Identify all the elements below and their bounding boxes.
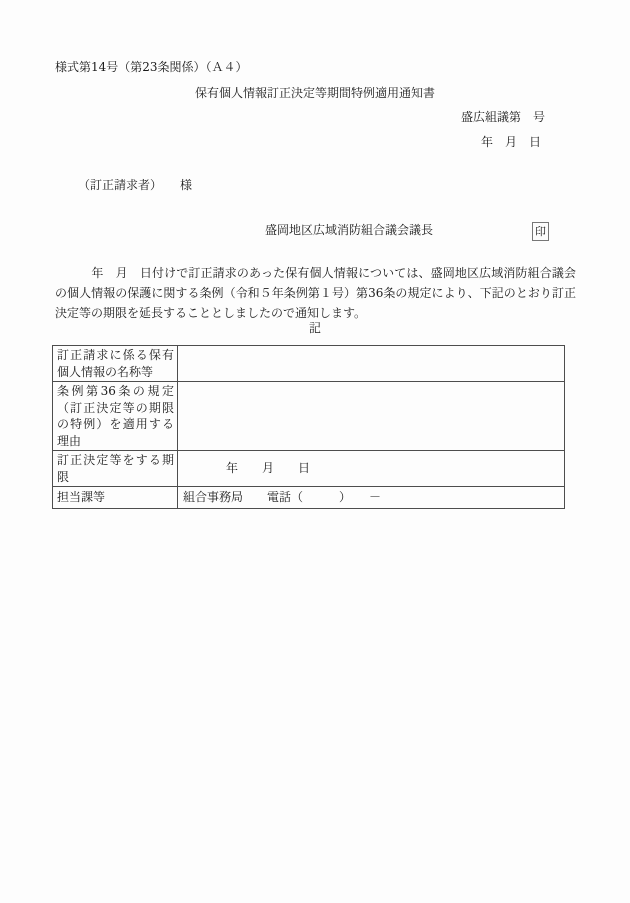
table-row-section: [53, 487, 565, 509]
notice-detail-table: [52, 345, 565, 509]
label-section: 担当課等: [53, 487, 178, 509]
label-deadline: 訂正決定等をする期限: [53, 451, 178, 487]
record-marker: 記: [308, 321, 321, 335]
form-id-line: 様式第14号（第23条関係）（Ａ４）: [55, 60, 248, 74]
value-reason: [178, 382, 565, 451]
addressee-line: （訂正請求者） 様: [78, 178, 193, 192]
document-number-line: 盛広組議第 号: [460, 110, 545, 124]
value-held-info-name: [178, 346, 565, 382]
value-section-contact: 組合事務局 電話（ ） －: [178, 487, 565, 509]
document-date-line: 年 月 日: [480, 135, 541, 149]
body-paragraph: 年 月 日付けで訂正請求のあった保有個人情報については、盛岡地区広域消防組合議会の個人情報の保護に関する条例（令和５年条例第１号）第36条の規定により、下記のとおり訂正決定等の期限を延長することとしましたので通知します。: [55, 266, 576, 320]
table-row-deadline: [53, 451, 565, 487]
label-held-info-name: 訂正請求に係る保有個人情報の名称等: [53, 346, 178, 382]
document-title: 保有個人情報訂正決定等期間特例適用通知書: [194, 86, 435, 100]
seal-box: 印: [532, 222, 549, 241]
value-deadline-date: 年 月 日: [178, 451, 565, 487]
table-row-reason: [53, 382, 565, 451]
label-reason: 条例第36条の規定（訂正決定等の期限の特例）を適用する理由: [53, 382, 178, 451]
sender-title-line: 盛岡地区広域消防組合議会議長: [265, 223, 434, 237]
table-row-held-info-name: [53, 346, 565, 382]
